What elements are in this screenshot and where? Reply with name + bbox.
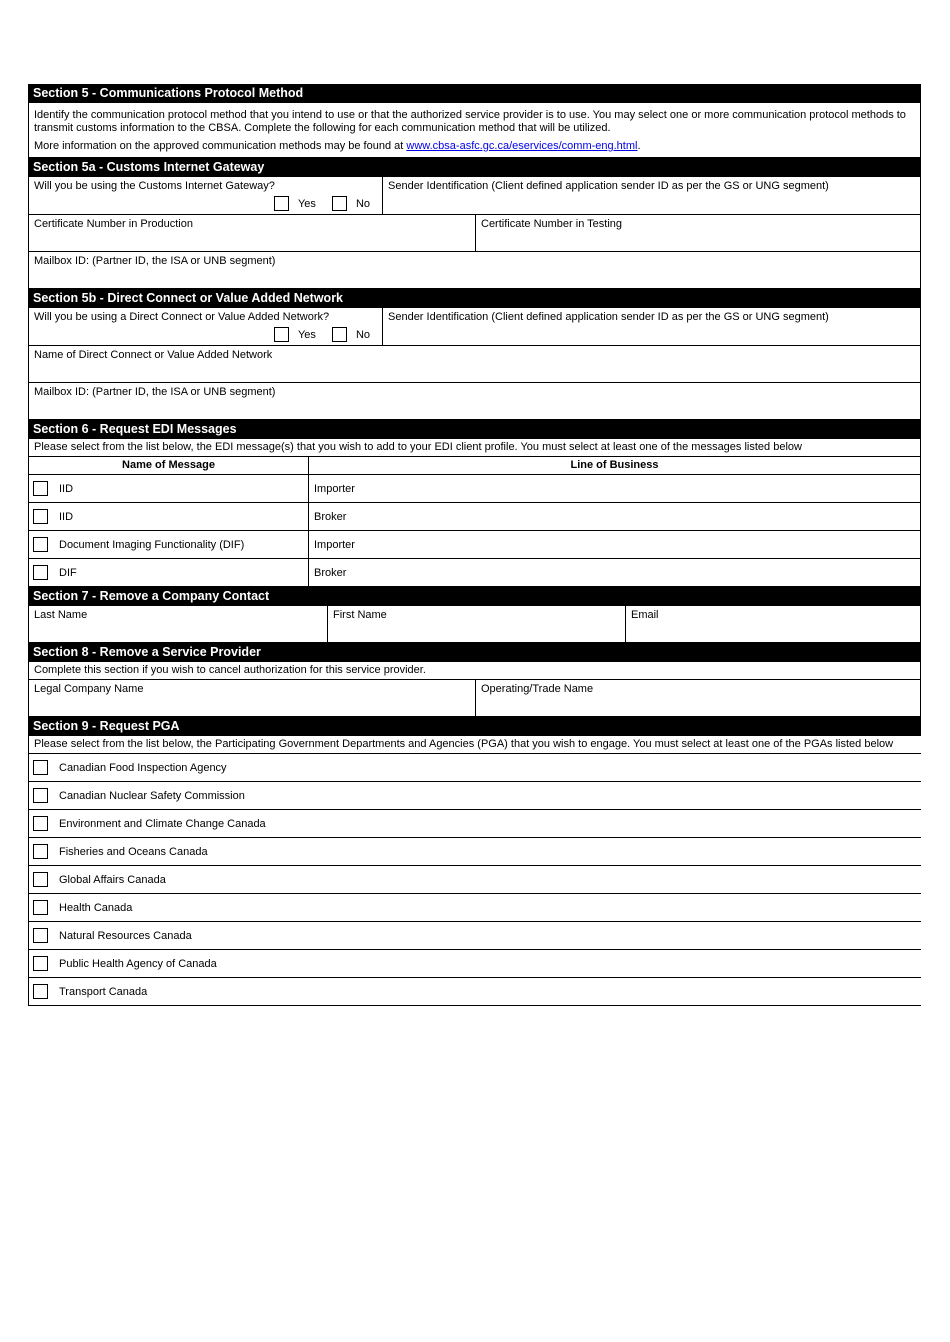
van-question-cell [29, 308, 382, 345]
pga-checkbox[interactable] [33, 928, 48, 943]
section-8-instructions: Complete this section if you wish to cancel authorization for this service provider. [28, 662, 921, 680]
pga-name: Transport Canada [59, 985, 148, 998]
cert-prod-label: Certificate Number in Production [34, 218, 193, 230]
list-item [28, 866, 921, 894]
network-name-label: Name of Direct Connect or Value Added Network [34, 349, 273, 361]
edi-table-header [28, 457, 921, 475]
network-name-field[interactable] [29, 346, 920, 382]
last-name-label: Last Name [34, 609, 88, 621]
section-5-more-info [28, 138, 921, 158]
cig-question-cell [29, 177, 382, 214]
cig-mailbox-field[interactable] [29, 252, 920, 288]
business-cell: Importer [308, 531, 920, 558]
pga-name: Health Canada [59, 901, 133, 914]
section-5a-header: Section 5a - Customs Internet Gateway [28, 158, 921, 177]
message-cell [29, 559, 308, 586]
trade-name-label: Operating/Trade Name [481, 683, 594, 695]
comm-methods-link[interactable]: www.cbsa-asfc.gc.ca/eservices/comm-eng.html [406, 140, 638, 152]
business-cell: Broker [308, 559, 920, 586]
table-row [28, 475, 921, 503]
first-name-label: First Name [333, 609, 387, 621]
van-mailbox-field[interactable] [29, 383, 920, 419]
last-name-field[interactable] [29, 606, 327, 642]
pga-checkbox[interactable] [33, 956, 48, 971]
section-8-row [28, 680, 921, 717]
list-item [28, 922, 921, 950]
edi-application-form [28, 84, 921, 1006]
table-row [28, 531, 921, 559]
section-7-row [28, 606, 921, 643]
legal-name-label: Legal Company Name [34, 683, 144, 695]
pga-checkbox[interactable] [33, 872, 48, 887]
van-no-checkbox[interactable] [332, 327, 347, 342]
van-no-label: No [355, 328, 370, 341]
message-cell [29, 475, 308, 502]
message-cell [29, 531, 308, 558]
section-5a-row-3 [28, 252, 921, 289]
van-yes-checkbox[interactable] [274, 327, 289, 342]
section-5b-row-3 [28, 383, 921, 420]
section-7-header: Section 7 - Remove a Company Contact [28, 587, 921, 606]
van-sender-id-label: Sender Identification (Client defined application sender ID as per the GS or UNG segment) [388, 311, 829, 323]
business-cell: Broker [308, 503, 920, 530]
cig-mailbox-label: Mailbox ID: (Partner ID, the ISA or UNB segment) [34, 255, 276, 267]
trade-name-field[interactable] [475, 680, 920, 716]
email-field[interactable] [625, 606, 920, 642]
pga-checkbox[interactable] [33, 844, 48, 859]
section-5-header: Section 5 - Communications Protocol Method [28, 84, 921, 103]
table-row [28, 559, 921, 587]
cig-sender-id-field[interactable] [382, 177, 920, 214]
more-info-text: More information on the approved communication methods may be found at [34, 140, 404, 152]
pga-name: Canadian Nuclear Safety Commission [59, 789, 245, 802]
pga-checkbox[interactable] [33, 900, 48, 915]
section-5b-header: Section 5b - Direct Connect or Value Added Network [28, 289, 921, 308]
message-cell [29, 503, 308, 530]
cig-no-checkbox[interactable] [332, 196, 347, 211]
van-sender-id-field[interactable] [382, 308, 920, 345]
cert-prod-field[interactable] [29, 215, 475, 251]
section-9-header: Section 9 - Request PGA [28, 717, 921, 736]
list-item [28, 810, 921, 838]
cig-yes-checkbox[interactable] [274, 196, 289, 211]
section-5b-row-1 [28, 308, 921, 346]
table-row [28, 503, 921, 531]
section-5-intro: Identify the communication protocol method that you intend to use or that the authorized service provider is to use. You may select one or more communication protocol methods to transmit customs information to the CBSA. Complete the following for each communication method that will be utilized. [28, 103, 921, 138]
section-9-instructions: Please select from the list below, the Participating Government Departments and Agencies (PGA) that you wish to engage. You must select at least one of the PGAs listed below [28, 736, 921, 754]
section-8-header: Section 8 - Remove a Service Provider [28, 643, 921, 662]
cig-yes-no [274, 196, 370, 211]
legal-name-field[interactable] [29, 680, 475, 716]
van-question: Will you be using a Direct Connect or Value Added Network? [34, 311, 330, 323]
business-cell: Importer [308, 475, 920, 502]
pga-checkbox[interactable] [33, 760, 48, 775]
list-item [28, 754, 921, 782]
pga-list [28, 754, 921, 1006]
cig-no-label: No [355, 197, 370, 210]
section-6-instructions: Please select from the list below, the EDI message(s) that you wish to add to your EDI client profile. You must select at least one of the messages listed below [28, 439, 921, 457]
pga-name: Public Health Agency of Canada [59, 957, 217, 970]
pga-name: Environment and Climate Change Canada [59, 817, 266, 830]
col-business-header: Line of Business [308, 457, 920, 474]
section-6-header: Section 6 - Request EDI Messages [28, 420, 921, 439]
cig-sender-id-label: Sender Identification (Client defined application sender ID as per the GS or UNG segment) [388, 180, 829, 192]
section-5a-row-1 [28, 177, 921, 215]
pga-name: Fisheries and Oceans Canada [59, 845, 208, 858]
pga-checkbox[interactable] [33, 788, 48, 803]
message-checkbox[interactable] [33, 509, 48, 524]
list-item [28, 782, 921, 810]
col-message-header: Name of Message [122, 459, 215, 471]
message-name: DIF [59, 566, 77, 579]
cert-test-label: Certificate Number in Testing [481, 218, 623, 230]
cert-test-field[interactable] [475, 215, 920, 251]
van-yes-label: Yes [297, 328, 316, 341]
email-label: Email [631, 609, 659, 621]
message-name: Document Imaging Functionality (DIF) [59, 538, 245, 551]
list-item [28, 894, 921, 922]
cig-yes-label: Yes [297, 197, 316, 210]
pga-name: Canadian Food Inspection Agency [59, 761, 227, 774]
message-checkbox[interactable] [33, 537, 48, 552]
list-item [28, 838, 921, 866]
more-info-period: . [637, 140, 641, 152]
list-item [28, 950, 921, 978]
pga-checkbox[interactable] [33, 984, 48, 999]
section-5b-row-2 [28, 346, 921, 383]
message-checkbox[interactable] [33, 481, 48, 496]
van-mailbox-label: Mailbox ID: (Partner ID, the ISA or UNB segment) [34, 386, 276, 398]
section-5a-row-2 [28, 215, 921, 252]
pga-name: Global Affairs Canada [59, 873, 166, 886]
message-name: IID [59, 510, 74, 523]
list-item [28, 978, 921, 1006]
message-name: IID [59, 482, 74, 495]
message-checkbox[interactable] [33, 565, 48, 580]
cig-question: Will you be using the Customs Internet Gateway? [34, 180, 275, 192]
first-name-field[interactable] [327, 606, 625, 642]
pga-name: Natural Resources Canada [59, 929, 192, 942]
van-yes-no [274, 327, 370, 342]
pga-checkbox[interactable] [33, 816, 48, 831]
edi-message-rows [28, 475, 921, 587]
